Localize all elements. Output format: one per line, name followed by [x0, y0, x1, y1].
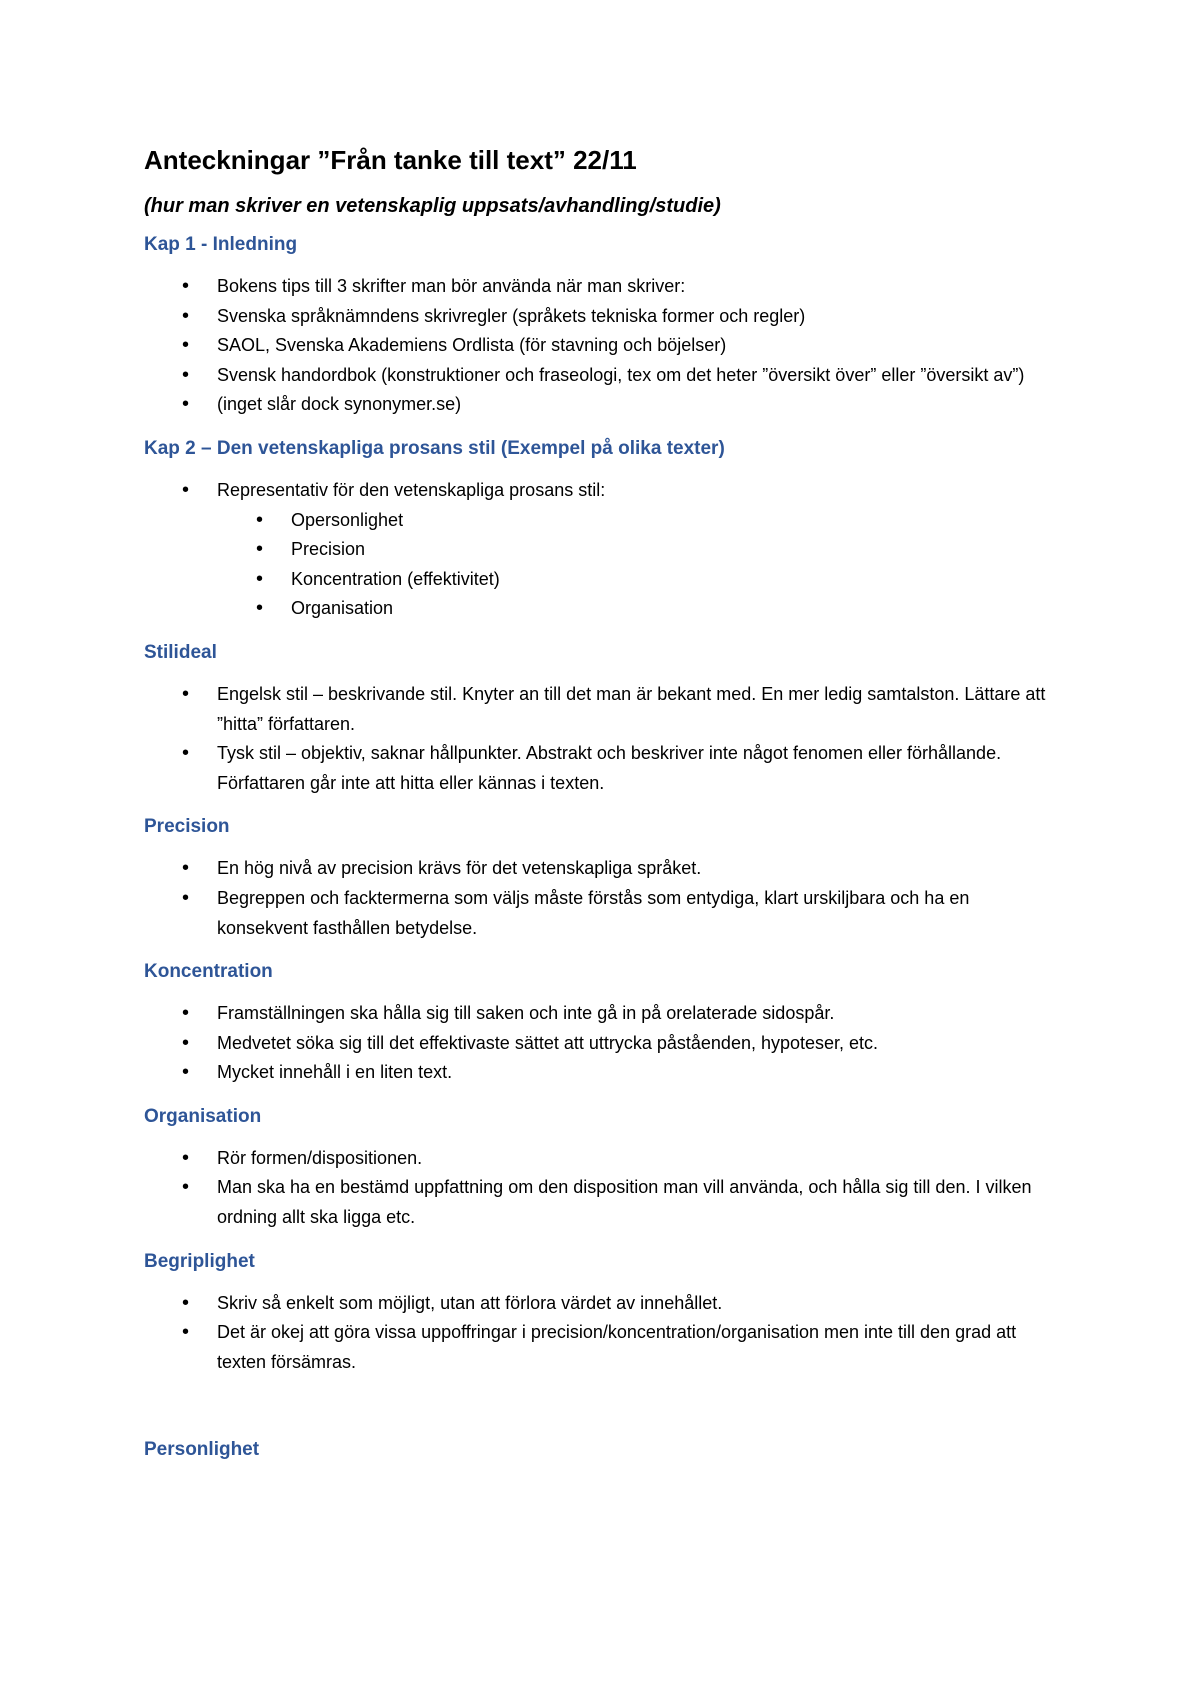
- bullet-list: [144, 272, 1064, 420]
- sub-bullet-list: [144, 506, 1064, 624]
- list-item: • Svenska språknämndens skrivregler (språkets tekniska former och regler): [144, 302, 1064, 332]
- list-item: • Framställningen ska hålla sig till saken och inte gå in på orelaterade sidospår.: [144, 999, 1064, 1029]
- section: [144, 232, 1064, 420]
- page-title: Anteckningar ”Från tanke till text” 22/11: [144, 145, 637, 175]
- section-heading: Kap 1 - Inledning: [144, 234, 298, 255]
- section: [144, 640, 1064, 798]
- list-item: • Man ska ha en bestämd uppfattning om den disposition man vill använda, och hålla sig till den. I vilken ordning allt ska ligga etc.: [144, 1173, 1064, 1232]
- list-item: • Engelsk stil – beskrivande stil. Knyter an till det man är bekant med. En mer ledig samtalston. Lättare att ”hitta” författaren.: [144, 680, 1064, 739]
- section-heading: Precision: [144, 816, 230, 838]
- list-item: • Tysk stil – objektiv, saknar hållpunkter. Abstrakt och beskriver inte något fenomen eller förhållande. Författaren går inte att hitta eller kännas i texten.: [144, 739, 1064, 798]
- section: [144, 814, 1064, 943]
- section-heading: Stilideal: [144, 641, 217, 663]
- sub-list-item: • Opersonlighet: [144, 506, 1064, 536]
- bullet-list: [144, 999, 1064, 1088]
- bullet-list: [144, 1289, 1064, 1378]
- document-body: [144, 144, 1064, 1463]
- list-item: • Mycket innehåll i en liten text.: [144, 1058, 1064, 1088]
- list-item: • Bokens tips till 3 skrifter man bör använda när man skriver:: [144, 272, 1064, 302]
- section-heading: Begriplighet: [144, 1250, 255, 1272]
- list-item: • Representativ för den vetenskapliga prosans stil:: [144, 476, 1064, 506]
- section: [144, 1249, 1064, 1378]
- list-item: • En hög nivå av precision krävs för det vetenskapliga språket.: [144, 854, 1064, 884]
- bullet-list: [144, 1144, 1064, 1233]
- section-heading: Personlighet: [144, 1439, 260, 1461]
- section: [144, 1437, 1064, 1463]
- bullet-list: [144, 854, 1064, 943]
- section: [144, 1104, 1064, 1233]
- section-heading: Organisation: [144, 1105, 262, 1127]
- list-item: • Medvetet söka sig till det effektivaste sättet att uttrycka påståenden, hypoteser, etc.: [144, 1029, 1064, 1059]
- list-item: • Rör formen/dispositionen.: [144, 1144, 1064, 1174]
- section: [144, 436, 1064, 624]
- list-item: • Svensk handordbok (konstruktioner och fraseologi, tex om det heter ”översikt över” eller ”översikt av”): [144, 361, 1064, 391]
- list-item: • Det är okej att göra vissa uppoffringar i precision/koncentration/organisation men inte till den grad att texten försämras.: [144, 1318, 1064, 1377]
- section-heading: Koncentration: [144, 961, 273, 983]
- sub-list-item: • Precision: [144, 535, 1064, 565]
- bullet-list: [144, 680, 1064, 798]
- sub-list-item: • Organisation: [144, 594, 1064, 624]
- bullet-list: [144, 476, 1064, 506]
- sub-list-item: • Koncentration (effektivitet): [144, 565, 1064, 595]
- list-item: • (inget slår dock synonymer.se): [144, 390, 1064, 420]
- list-item: • Begreppen och facktermerna som väljs måste förstås som entydiga, klart urskiljbara och ha en konsekvent fasthållen betydelse.: [144, 884, 1064, 943]
- page-subtitle: (hur man skriver en vetenskaplig uppsats/avhandling/studie): [144, 195, 721, 217]
- list-item: • Skriv så enkelt som möjligt, utan att förlora värdet av innehållet.: [144, 1289, 1064, 1319]
- list-item: • SAOL, Svenska Akademiens Ordlista (för stavning och böjelser): [144, 331, 1064, 361]
- section-heading: Kap 2 – Den vetenskapliga prosans stil (Exempel på olika texter): [144, 437, 725, 459]
- section: [144, 959, 1064, 1088]
